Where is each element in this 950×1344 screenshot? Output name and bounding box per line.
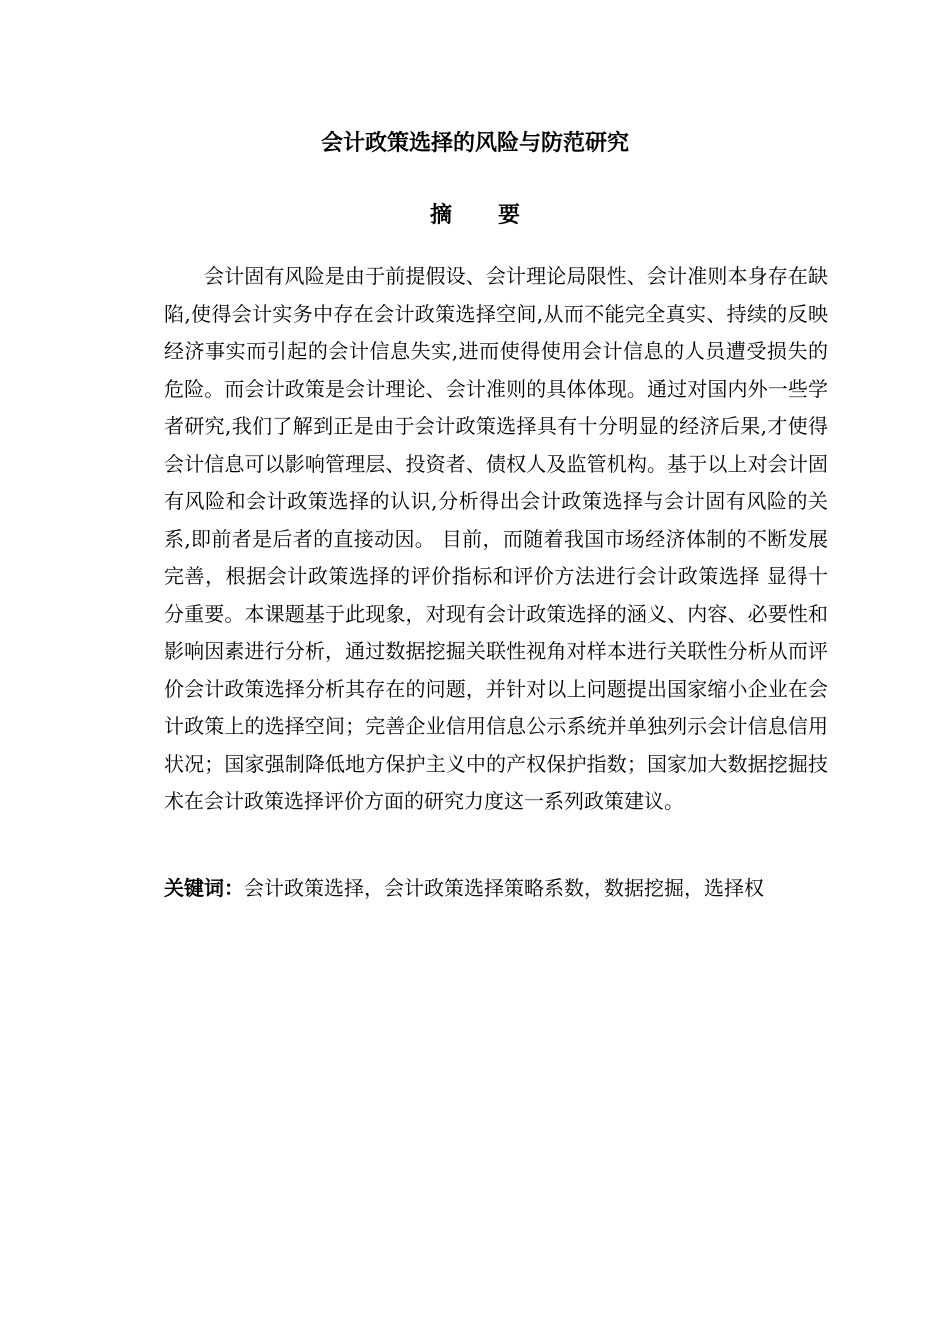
abstract-paragraph: 会计固有风险是由于前提假设、会计理论局限性、会计准则本身存在缺陷,使得会计实务中存在会计政策选择空间,从而不能完全真实、持续的反映经济事实而引起的会计信息失实,进而使得使用会计信息的人员遭受损失的危险。而会计政策是会计理论、会计准则的具体体现。通过对国内外一些学者研究,我们了解到正是由于会计政策选择具有十分明显的经济后果,才使得会计信息可以影响管理层、投资者、债权人及监管机构。基于以上对会计固有风险和会计政策选择的认识,分析得出会计政策选择与会计固有风险的关系,即前者是后者的直接动因。 目前，而随着我国市场经济体制的不断发展完善，根据会计政策选择的评价指标和评价方法进行会计政策选择 显得十分重要。本课题基于此现象，对现有会计政策选择的涵义、内容、必要性和影响因素进行分析，通过数据挖掘关联性视角对样本进行关联性分析从而评价会计政策选择分析其存在的问题，并针对以上问题提出国家缩小企业在会计政策上的选择空间；完善企业信用信息公示系统并单独列示会计信息信用状况；国家强制降低地方保护主义中的产权保护指数；国家加大数据挖掘技术在会计政策选择评价方面的研究力度这一系列政策建议。 <box>164 264 828 813</box>
abstract-heading-char-1: 摘 <box>429 203 452 228</box>
keywords-label: 关键词： <box>164 876 244 900</box>
abstract-heading-char-2: 要 <box>498 203 521 228</box>
document-title: 会计政策选择的风险与防范研究 <box>320 131 629 156</box>
abstract-heading <box>0 196 950 236</box>
keywords-line <box>164 868 854 908</box>
keywords-text: 会计政策选择，会计政策选择策略系数，数据挖掘，选择权 <box>244 876 764 900</box>
